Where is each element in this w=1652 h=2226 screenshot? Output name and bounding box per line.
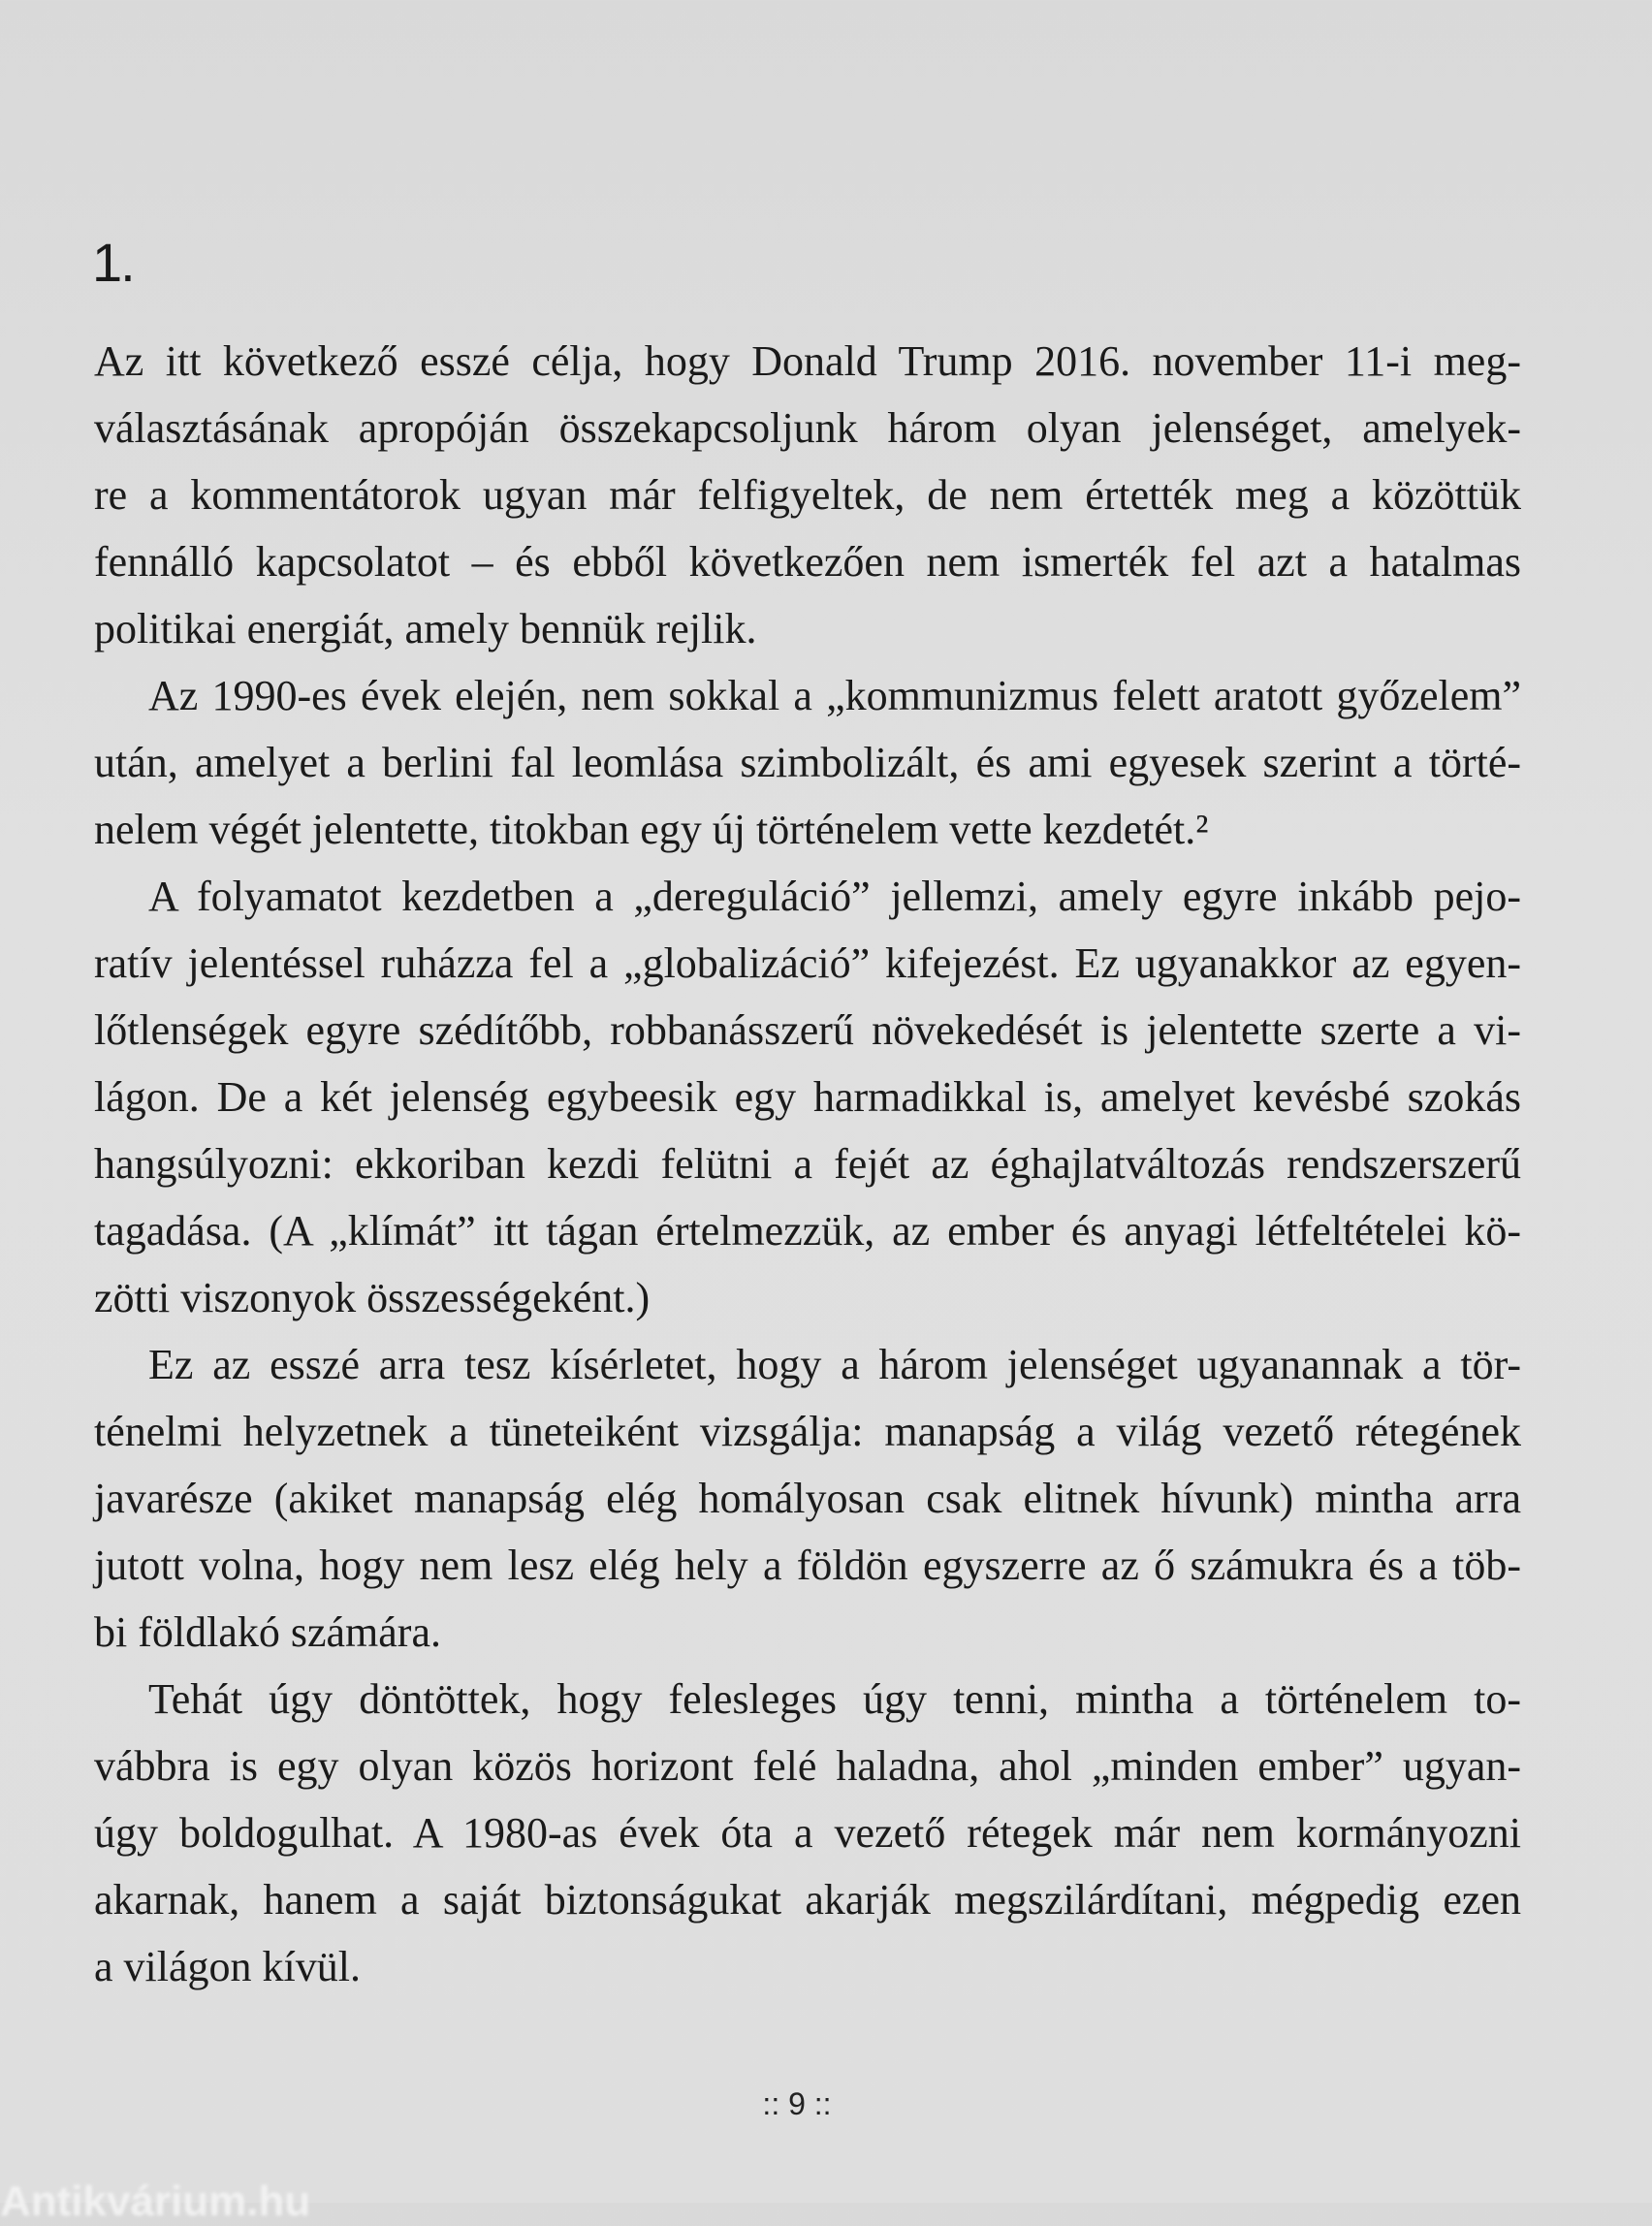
text-line: lőtlenségek egyre szédítőbb, robbanásszerű növekedését is jelentette szerte a vi- (94, 1006, 1521, 1054)
text-line: Tehát úgy döntöttek, hogy felesleges úgy tenni, mintha a történelem to- (148, 1675, 1521, 1723)
paragraph (94, 1331, 1521, 1666)
text-line: zötti viszonyok összességeként.) (94, 1274, 651, 1321)
text-line: javarésze (akiket manapság elég homályosan csak elitnek hívunk) mintha arra (94, 1475, 1521, 1522)
text-line: re a kommentátorok ugyan már felfigyeltek, de nem értették meg a közöttük (94, 471, 1521, 519)
text-line: nelem végét jelentette, titokban egy új történelem vette kezdetét.² (94, 806, 1209, 853)
text-line: akarnak, hanem a saját biztonságukat akarják megszilárdítani, mégpedig ezen (94, 1876, 1521, 1924)
text-line: után, amelyet a berlini fal leomlása szimbolizált, és ami egyesek szerint a törté- (94, 739, 1521, 786)
text-line: vábbra is egy olyan közös horizont felé haladna, ahol „minden ember” ugyan- (94, 1742, 1521, 1790)
text-line: ténelmi helyzetnek a tüneteiként vizsgálja: manapság a világ vezető rétegének (94, 1408, 1521, 1455)
text-line: úgy boldogulhat. A 1980-as évek óta a vezető rétegek már nem kormányozni (94, 1809, 1521, 1857)
text-line: fennálló kapcsolatot – és ebből következően nem ismerték fel azt a hatalmas (94, 538, 1521, 586)
text-line: tagadása. (A „klímát” itt tágan értelmezzük, az ember és anyagi létfeltételei kö- (94, 1207, 1521, 1255)
text-line: a világon kívül. (94, 1943, 361, 1990)
text-line: Az 1990-es évek elején, nem sokkal a „kommunizmus felett aratott győzelem” (148, 672, 1521, 719)
text-line: bi földlakó számára. (94, 1608, 441, 1656)
text-line: A folyamatot kezdetben a „dereguláció” jellemzi, amely egyre inkább pejo- (148, 873, 1521, 920)
paragraph (94, 662, 1521, 863)
body-text (94, 328, 1521, 2000)
text-line: Az itt következő esszé célja, hogy Donald Trump 2016. november 11-i meg- (94, 337, 1521, 385)
paragraph (94, 328, 1521, 662)
text-line: ratív jelentéssel ruházza fel a „globalizáció” kifejezést. Ez ugyanakkor az egyen- (94, 939, 1521, 987)
text-line: Ez az esszé arra tesz kísérletet, hogy a három jelenséget ugyanannak a tör- (148, 1341, 1521, 1388)
text-line: választásának apropóján összekapcsoljunk három olyan jelenséget, amelyek- (94, 404, 1521, 452)
watermark: Antikvárium.hu (0, 2178, 311, 2225)
text-line: politikai energiát, amely bennük rejlik. (94, 605, 757, 652)
text-line: lágon. De a két jelenség egybeesik egy harmadikkal is, amelyet kevésbé szokás (94, 1073, 1521, 1121)
text-line: jutott volna, hogy nem lesz elég hely a földön egyszerre az ő számukra és a töb- (94, 1542, 1521, 1589)
paragraph (94, 863, 1521, 1331)
paragraph (94, 1666, 1521, 2000)
chapter-number: 1. (92, 232, 134, 293)
text-line: hangsúlyozni: ekkoriban kezdi felütni a fejét az éghajlatváltozás rendszerszerű (94, 1140, 1521, 1188)
page-number: :: 9 :: (762, 2086, 832, 2121)
